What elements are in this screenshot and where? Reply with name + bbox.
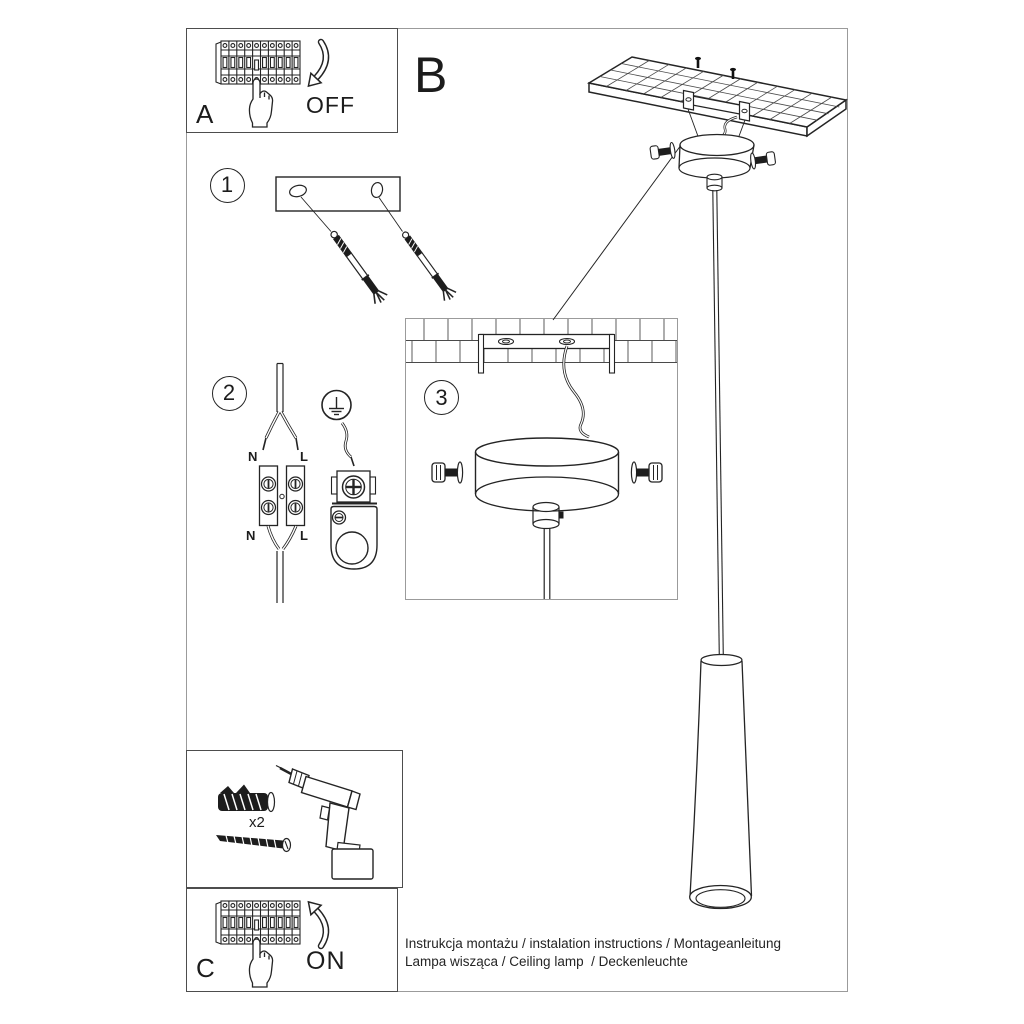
leader-line <box>553 141 684 320</box>
mounting-plate <box>276 177 403 232</box>
canopy-wire <box>564 346 589 437</box>
step-3-number: 3 <box>435 384 448 410</box>
circuit-breaker-icon <box>216 41 300 84</box>
wire-fork-top <box>263 412 298 450</box>
ground-symbol-icon <box>322 391 351 420</box>
hand-press-icon <box>249 79 272 127</box>
screw-icon <box>216 835 291 852</box>
curved-arrow-up-icon <box>308 902 326 946</box>
mounting-bracket <box>479 335 615 374</box>
power-off-label: OFF <box>306 92 355 118</box>
section-a-label: A <box>196 99 214 129</box>
screw-anchor-icon <box>398 228 457 302</box>
supply-cable <box>277 364 283 413</box>
section-b-label: B <box>414 47 448 103</box>
wiring-label-l-top: L <box>300 449 308 464</box>
cable-gland-main <box>707 174 722 191</box>
canopy-main <box>679 135 754 179</box>
wiring-label-n-top: N <box>248 449 258 464</box>
power-on-label: ON <box>306 947 346 975</box>
wiring-label-l-bottom: L <box>300 528 308 543</box>
thumb-screw-icon <box>650 142 676 161</box>
footer-title-line1: Instrukcja montażu / instalation instructions / Montageanleitung <box>405 936 781 951</box>
drill-icon <box>276 766 373 880</box>
ground-clamp <box>331 471 377 569</box>
pendant-cable-detail <box>544 528 550 599</box>
screw-anchor-icon <box>326 228 389 306</box>
footer-title-line2: Lampa wisząca / Ceiling lamp / Deckenleuchte <box>405 954 688 969</box>
step-1-number: 1 <box>220 172 234 197</box>
cable-gland <box>533 503 564 529</box>
thumb-screw-icon <box>631 462 662 483</box>
step-3-badge <box>424 380 459 415</box>
hand-press-icon <box>249 939 272 987</box>
thumb-screw-icon <box>750 150 776 169</box>
section-c-label: C <box>196 953 215 983</box>
pendant-cable <box>713 190 724 657</box>
curved-arrow-down-icon <box>308 42 326 86</box>
ceiling-slab <box>589 57 846 136</box>
anchor-quantity-label: x2 <box>249 814 265 831</box>
wiring-label-n-bottom: N <box>246 528 256 543</box>
step-2-number: 2 <box>222 380 236 405</box>
thumb-screw-icon <box>432 462 463 483</box>
step-2-badge <box>212 376 247 411</box>
canopy <box>476 438 619 511</box>
terminal-block <box>260 466 305 526</box>
wire-fork-bottom <box>268 526 296 603</box>
ground-wire <box>342 423 354 466</box>
step-1-badge <box>210 168 245 203</box>
circuit-breaker-icon <box>216 901 300 944</box>
wall-plug-icon <box>218 785 275 812</box>
lamp-shade <box>690 655 752 909</box>
